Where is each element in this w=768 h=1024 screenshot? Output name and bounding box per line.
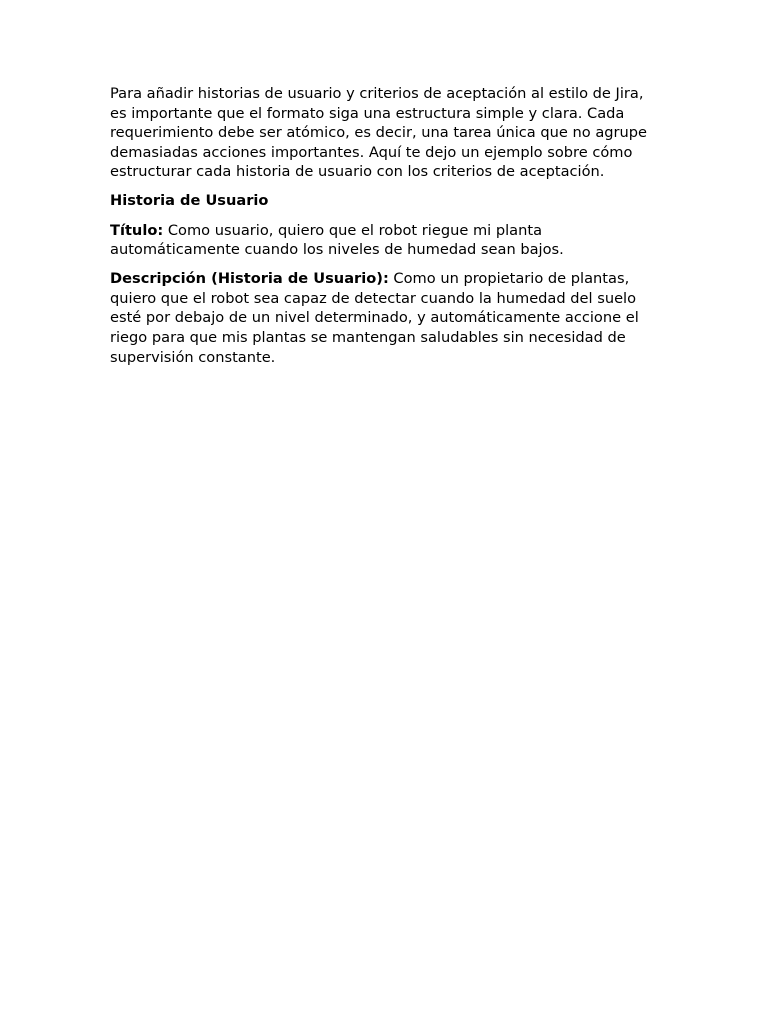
description-text: Como un propietario de plantas, quiero que el robot sea capaz de detectar cuando la humedad del suelo esté por debajo de un nivel determinado, y automáticamente accione el riego para que mis plantas se mantengan saludables sin necesidad de supervisión constante.	[110, 270, 639, 366]
intro-paragraph: Para añadir historias de usuario y criterios de aceptación al estilo de Jira, es importante que el formato siga una estructura simple y clara. Cada requerimiento debe ser atómico, es decir, una tarea única que no agrupe demasiadas acciones importantes. Aquí te dejo un ejemplo sobre cómo estructurar cada historia de usuario con los criterios de aceptación.	[110, 85, 648, 181]
document-body	[110, 84, 660, 377]
description-paragraph	[110, 269, 660, 367]
section-heading	[110, 191, 660, 211]
title-text: Como usuario, quiero que el robot riegue mi planta automáticamente cuando los niveles de humedad sean bajos.	[110, 221, 564, 259]
description-label: Descripción (Historia de Usuario):	[110, 270, 389, 288]
section-heading-text: Historia de Usuario	[110, 192, 269, 210]
title-label: Título:	[110, 221, 164, 239]
title-paragraph	[110, 221, 660, 260]
